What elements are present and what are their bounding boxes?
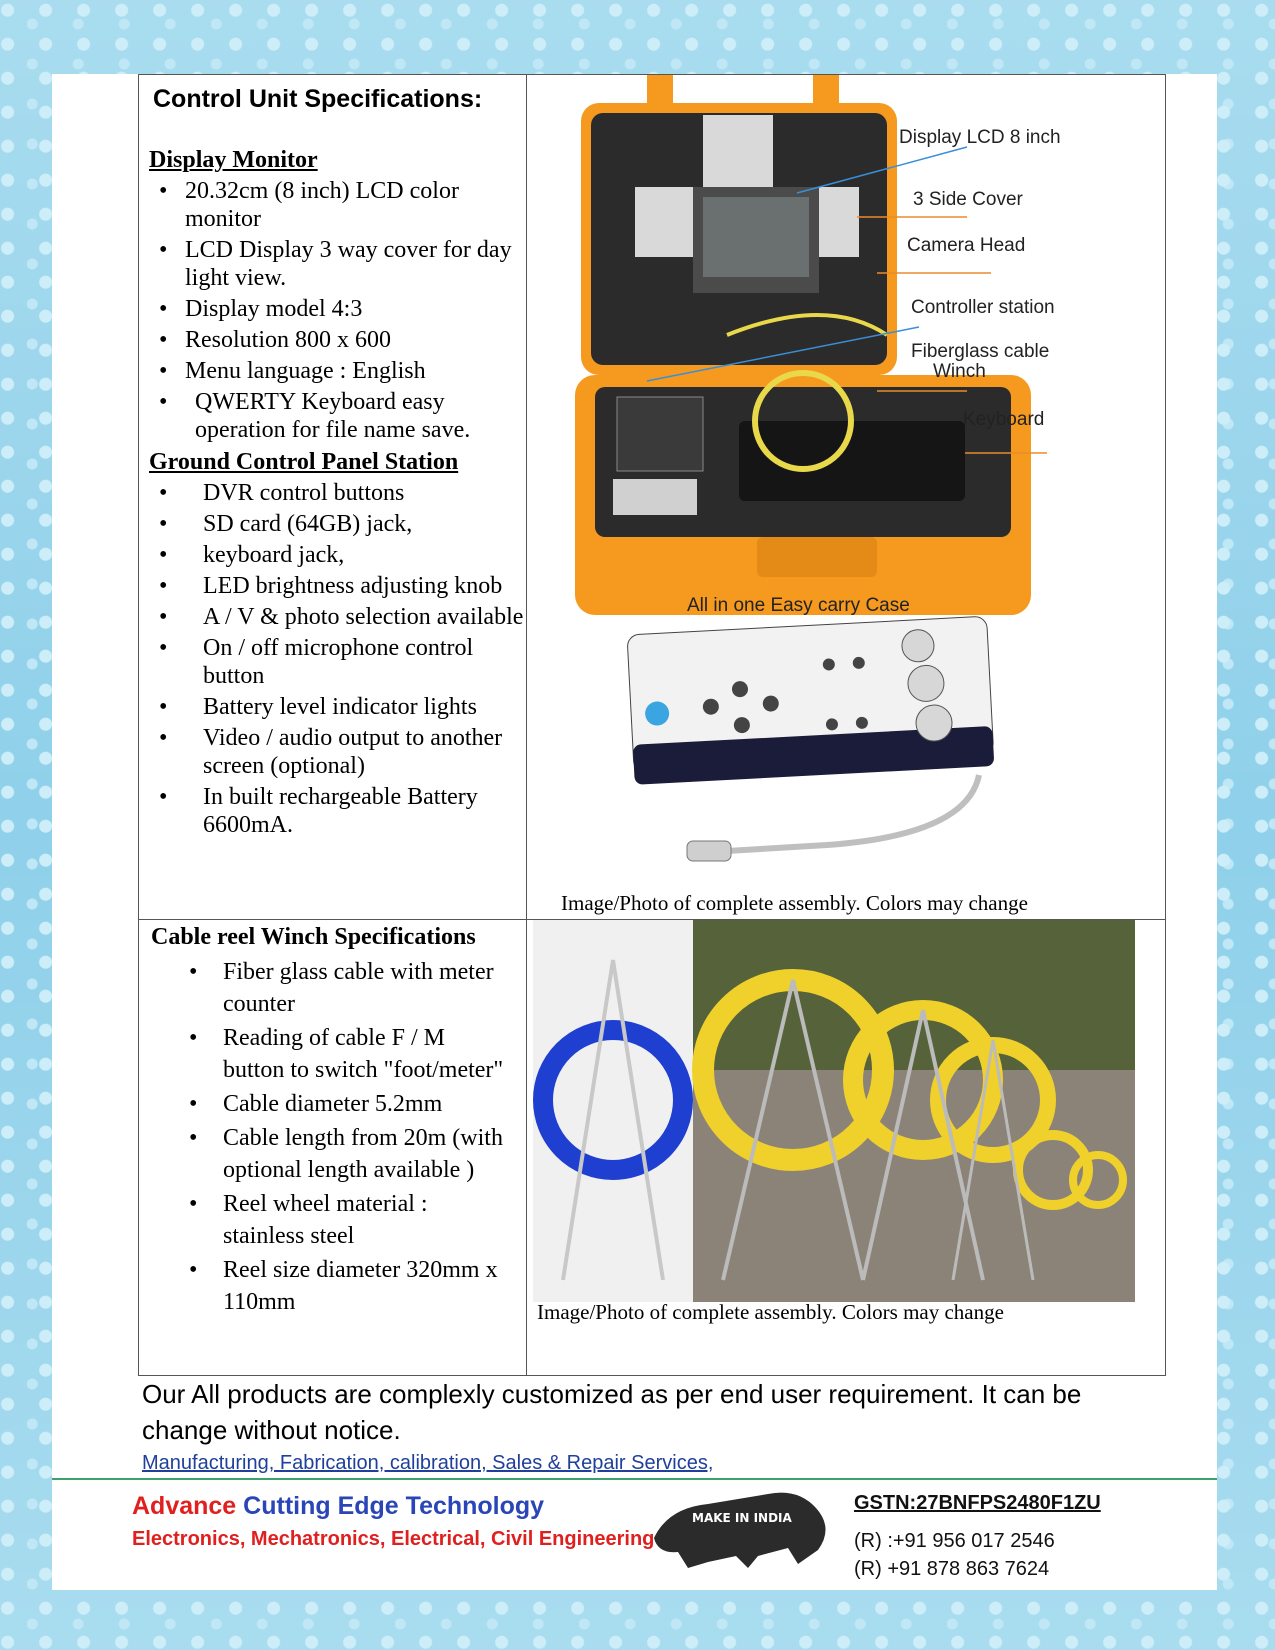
label-controller-station: Controller station — [911, 297, 1055, 318]
list-item: • LED brightness adjusting knob — [149, 572, 525, 600]
list-item: • Reading of cable F / M button to switch "foot/meter" — [151, 1022, 511, 1086]
label-display-lcd: Display LCD 8 inch — [899, 127, 1061, 148]
page — [52, 74, 1217, 1590]
winch-image-caption: Image/Photo of complete assembly. Colors may change — [537, 1300, 1004, 1324]
make-in-india-text: MAKE IN INDIA — [692, 1511, 792, 1525]
company-name — [132, 1492, 544, 1521]
case-image-cell — [527, 75, 1165, 919]
list-item: • Video / audio output to another screen (optional) — [149, 724, 525, 780]
list-item: • Cable length from 20m (with optional length available ) — [151, 1122, 511, 1186]
list-item: • Cable diameter 5.2mm — [151, 1088, 511, 1120]
list-item: • Resolution 800 x 600 — [149, 326, 519, 354]
make-in-india-logo — [648, 1478, 838, 1570]
list-item: • DVR control buttons — [149, 479, 525, 507]
list-item: • Reel size diameter 320mm x 110mm — [151, 1254, 511, 1318]
display-monitor-heading: Display Monitor — [149, 147, 318, 173]
winch-spec-cell — [139, 920, 526, 1376]
list-item: • In built rechargeable Battery 6600mA. — [149, 783, 525, 839]
label-keyboard: Keyboard — [963, 409, 1045, 430]
winch-image-cell — [527, 920, 1165, 1376]
label-winch: Winch — [933, 361, 986, 382]
lion-icon — [648, 1478, 838, 1570]
list-item: • Menu language : English — [149, 357, 519, 385]
label-fiberglass-cable: Fiberglass cable — [911, 341, 1050, 362]
list-item: • 20.32cm (8 inch) LCD color monitor — [149, 177, 519, 233]
case-image-caption: Image/Photo of complete assembly. Colors may change — [561, 891, 1028, 915]
list-item: • SD card (64GB) jack, — [149, 510, 525, 538]
gstn-number: GSTN:27BNFPS2480F1ZU — [854, 1492, 1101, 1514]
phone-2: (R) +91 878 863 7624 — [854, 1558, 1050, 1580]
winch-list — [151, 956, 511, 1320]
ground-control-list — [149, 479, 525, 842]
ground-control-heading: Ground Control Panel Station — [149, 449, 459, 475]
list-item: • keyboard jack, — [149, 541, 525, 569]
services-link[interactable]: Manufacturing, Fabrication, calibration, Sales & Repair Services, — [142, 1452, 714, 1474]
list-item: • On / off microphone control button — [149, 634, 525, 690]
company-name-advance: Advance — [132, 1492, 237, 1520]
cable-reel-image — [533, 920, 1135, 1302]
phone-1: (R) :+91 956 017 2546 — [854, 1530, 1055, 1552]
label-side-cover: 3 Side Cover — [913, 189, 1023, 210]
spec-table — [138, 74, 1166, 1376]
list-item: • A / V & photo selection available — [149, 603, 525, 631]
list-item: • QWERTY Keyboard easy operation for file name save. — [149, 388, 519, 444]
control-unit-title: Control Unit Specifications: — [153, 85, 483, 113]
list-item: • LCD Display 3 way cover for day light view. — [149, 236, 519, 292]
list-item: • Battery level indicator lights — [149, 693, 525, 721]
company-name-rest: Cutting Edge Technology — [243, 1492, 545, 1520]
list-item: • Reel wheel material : stainless steel — [151, 1188, 511, 1252]
winch-title: Cable reel Winch Specifications — [151, 924, 476, 950]
customization-note: Our All products are complexly customized as per end user requirement. It can be change without notice. — [142, 1379, 1082, 1445]
control-unit-cell — [139, 75, 526, 919]
disciplines: Electronics, Mechatronics, Electrical, Civil Engineering — [132, 1528, 655, 1550]
control-unit-image — [527, 75, 1165, 919]
label-carry-case: All in one Easy carry Case — [687, 595, 910, 616]
footer-divider — [52, 1478, 1217, 1480]
list-item: • Display model 4:3 — [149, 295, 519, 323]
label-camera-head: Camera Head — [907, 235, 1026, 256]
display-monitor-list — [149, 177, 519, 447]
list-item: • Fiber glass cable with meter counter — [151, 956, 511, 1020]
